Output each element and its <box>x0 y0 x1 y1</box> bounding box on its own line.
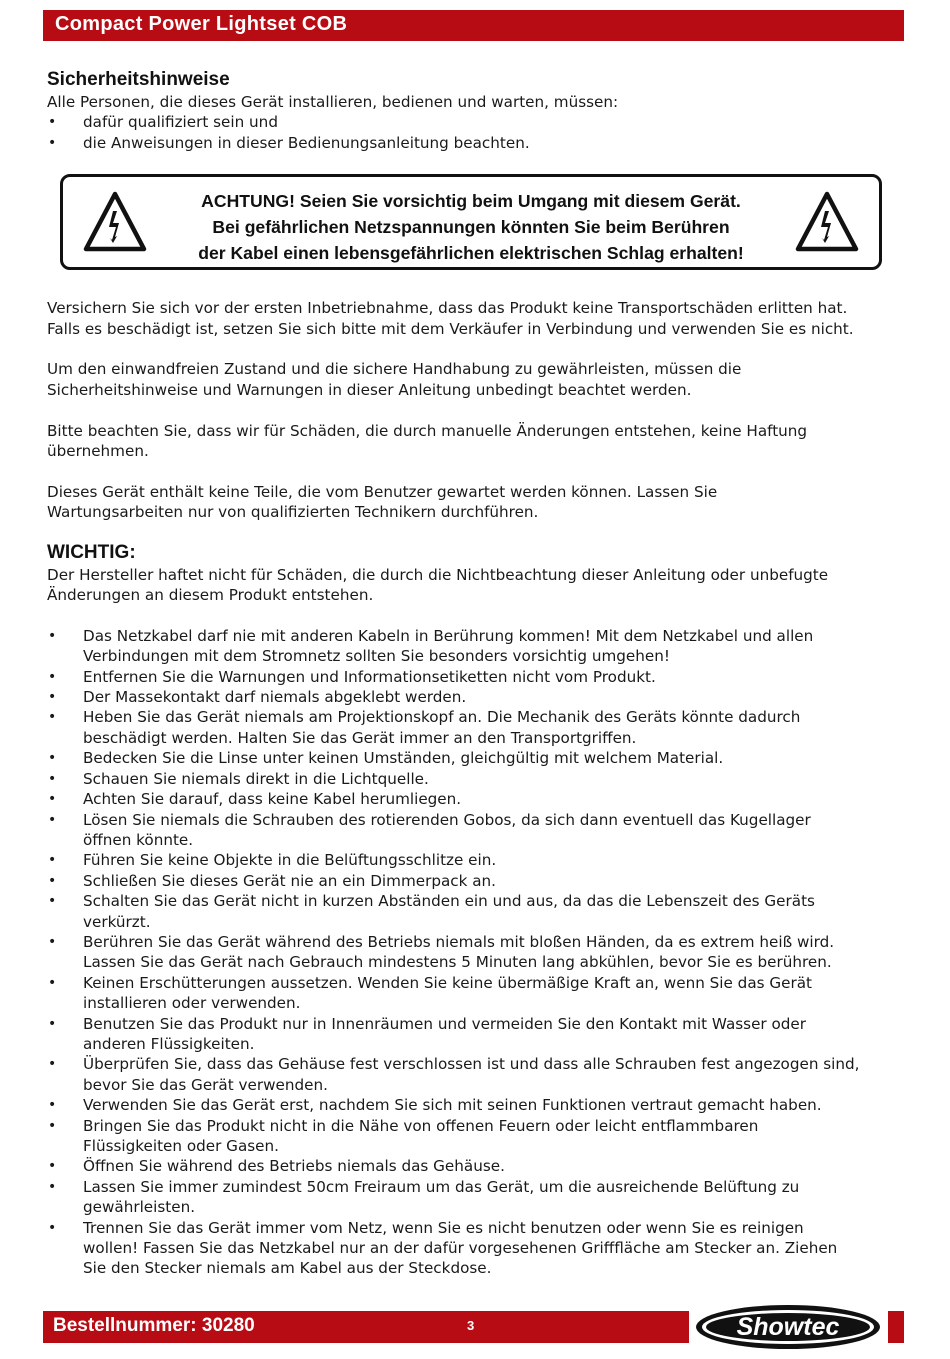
list-item <box>47 789 909 809</box>
list-item: • dafür qualifiziert sein und <box>47 112 909 132</box>
text-line: Keinen Erschütterungen aussetzen. Wenden Sie keine übermäßige Kraft an, wenn Sie das Gerät <box>83 973 812 992</box>
text-line: Entfernen Sie die Warnungen und Informationsetiketten nicht vom Produkt. <box>83 667 656 686</box>
text-line: Lassen Sie immer zumindest 50cm Freiraum um das Gerät, um die ausreichende Belüftung zu <box>83 1177 800 1196</box>
list-item <box>47 1218 909 1279</box>
safety-list <box>47 112 909 153</box>
important-intro <box>47 565 909 606</box>
important-list <box>47 626 909 1279</box>
list-item <box>47 891 909 932</box>
list-item: • die Anweisungen in dieser Bedienungsanleitung beachten. <box>47 133 909 153</box>
list-item <box>47 707 909 748</box>
list-item <box>47 1095 909 1115</box>
text-line: Führen Sie keine Objekte in die Belüftungsschlitze ein. <box>83 851 497 870</box>
warning-text <box>158 188 784 266</box>
text-line: Öffnen Sie während des Betriebs niemals das Gehäuse. <box>83 1157 505 1176</box>
text-line: Bedecken Sie die Linse unter keinen Umständen, gleichgültig mit welchem Material. <box>83 749 724 768</box>
text-line: Schauen Sie niemals direkt in die Lichtquelle. <box>83 769 429 788</box>
list-item <box>47 810 909 851</box>
text-line: Sie den Stecker niemals am Kabel aus der Steckdose. <box>83 1259 492 1278</box>
text-line: Um den einwandfreien Zustand und die sichere Handhabung zu gewährleisten, müssen die <box>47 360 742 379</box>
list-item <box>47 850 909 870</box>
showtec-logo <box>693 1302 883 1352</box>
header-bar <box>43 10 904 41</box>
text-line: Verbindungen mit dem Stromnetz sollten Sie besonders vorsichtig umgehen! <box>83 647 670 666</box>
logo-text: Showtec <box>736 1313 840 1341</box>
high-voltage-warning-icon <box>795 191 859 253</box>
list-item <box>47 769 909 789</box>
page-number: 3 <box>467 1318 475 1333</box>
list-item <box>47 1054 909 1095</box>
text-line: Das Netzkabel darf nie mit anderen Kabeln in Berührung kommen! Mit dem Netzkabel und allen <box>83 626 814 645</box>
warning-line: ACHTUNG! Seien Sie vorsichtig beim Umgang mit diesem Gerät. <box>201 191 741 212</box>
warning-box <box>60 174 882 270</box>
page-content <box>47 68 909 1279</box>
text-line: Lassen Sie das Gerät nach Gebrauch mindestens 5 Minuten lang abkühlen, bevor Sie es berühren. <box>83 953 832 972</box>
text-line: gewährleisten. <box>83 1198 196 1217</box>
text-line: Falls es beschädigt ist, setzen Sie sich bitte mit dem Verkäufer in Verbindung und verwenden Sie es nicht. <box>47 319 854 338</box>
list-item <box>47 626 909 667</box>
text-line: Flüssigkeiten oder Gasen. <box>83 1137 279 1155</box>
text-line: Der Massekontakt darf niemals abgeklebt werden. <box>83 688 467 707</box>
list-item <box>47 1177 909 1218</box>
list-item <box>47 871 909 891</box>
list-item <box>47 687 909 707</box>
text-line: übernehmen. <box>47 442 149 461</box>
text-line: Versichern Sie sich vor der ersten Inbetriebnahme, dass das Produkt keine Transportschäden erlitten hat. <box>47 299 848 318</box>
document-title: Compact Power Lightset COB <box>55 13 348 35</box>
text-line: Überprüfen Sie, dass das Gehäuse fest verschlossen ist und dass alle Schrauben fest angezogen sind, <box>83 1055 860 1074</box>
text-line: Verwenden Sie das Gerät erst, nachdem Sie sich mit seinen Funktionen vertraut gemacht haben. <box>83 1096 822 1115</box>
text-line: öffnen könnte. <box>83 830 194 849</box>
order-number: Bestellnummer: 30280 <box>53 1315 255 1336</box>
text-line: Lösen Sie niemals die Schrauben des rotierenden Gobos, da sich dann eventuell das Kugellager <box>83 810 811 829</box>
text-line: verkürzt. <box>83 912 151 931</box>
warning-line: Bei gefährlichen Netzspannungen könnten Sie beim Berühren <box>212 217 730 238</box>
list-item <box>47 1014 909 1055</box>
text-line: Der Hersteller haftet nicht für Schäden, die durch die Nichtbeachtung dieser Anleitung oder unbefugte <box>47 565 829 584</box>
list-item <box>47 748 909 768</box>
text-line: Schalten Sie das Gerät nicht in kurzen Abständen ein und aus, da das die Lebenszeit des Geräts <box>83 892 815 911</box>
text-line: Berühren Sie das Gerät während des Betriebs niemals mit bloßen Händen, da es extrem heiß wird. <box>83 932 835 951</box>
safety-heading: Sicherheitshinweise <box>47 69 230 90</box>
text-line: installieren oder verwenden. <box>83 994 301 1013</box>
safety-intro: Alle Personen, die dieses Gerät installieren, bedienen und warten, müssen: <box>47 93 619 111</box>
paragraph <box>47 359 909 400</box>
footer-bar-end <box>888 1311 904 1343</box>
text-line: Benutzen Sie das Produkt nur in Innenräumen und vermeiden Sie den Kontakt mit Wasser oder <box>83 1014 807 1033</box>
text-line: Änderungen an diesem Produkt entstehen. <box>47 586 374 605</box>
text-line: Achten Sie darauf, dass keine Kabel herumliegen. <box>83 790 462 809</box>
paragraph <box>47 421 909 462</box>
warning-line: der Kabel einen lebensgefährlichen elektrischen Schlag erhalten! <box>198 243 744 264</box>
important-heading: WICHTIG: <box>47 541 136 563</box>
text-line: Schließen Sie dieses Gerät nie an ein Dimmerpack an. <box>83 871 497 890</box>
high-voltage-warning-icon <box>83 191 147 253</box>
text-line: anderen Flüssigkeiten. <box>83 1034 255 1053</box>
text-line: Dieses Gerät enthält keine Teile, die vom Benutzer gewartet werden können. Lassen Sie <box>47 482 718 501</box>
text-line: Bringen Sie das Produkt nicht in die Nähe von offenen Feuern oder leicht entflammbaren <box>83 1116 759 1135</box>
list-item <box>47 1116 909 1157</box>
list-item <box>47 1156 909 1176</box>
list-item <box>47 667 909 687</box>
paragraph <box>47 482 909 523</box>
text-line: beschädigt werden. Halten Sie das Gerät immer an den Transportgriffen. <box>83 728 637 747</box>
list-item <box>47 932 909 973</box>
text-line: Heben Sie das Gerät niemals am Projektionskopf an. Die Mechanik des Geräts könnte dadurch <box>83 708 801 727</box>
text-line: Trennen Sie das Gerät immer vom Netz, wenn Sie es nicht benutzen oder wenn Sie es reinigen <box>83 1218 804 1237</box>
text-line: Sicherheitshinweise und Warnungen in dieser Anleitung unbedingt beachtet werden. <box>47 380 692 399</box>
text-line: Wartungsarbeiten nur von qualifizierten Technikern durchführen. <box>47 503 539 522</box>
text-line: bevor Sie das Gerät verwenden. <box>83 1075 328 1094</box>
footer-bar <box>43 1311 689 1343</box>
list-item <box>47 973 909 1014</box>
paragraph <box>47 298 909 339</box>
text-line: wollen! Fassen Sie das Netzkabel nur an der dafür vorgesehenen Grifffläche am Stecker an. Ziehen <box>83 1239 838 1258</box>
text-line: Bitte beachten Sie, dass wir für Schäden, die durch manuelle Änderungen entstehen, keine Haftung <box>47 421 808 440</box>
